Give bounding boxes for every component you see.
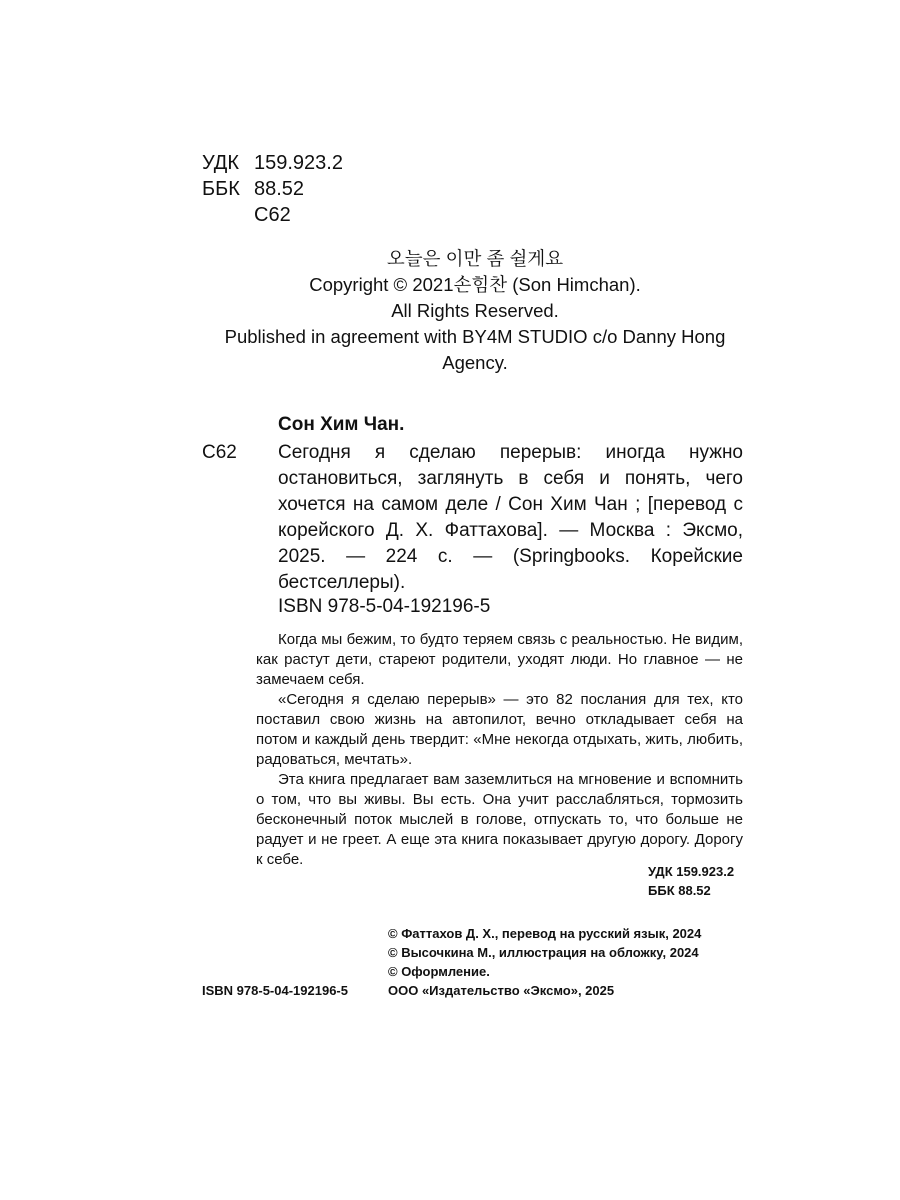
- footer-isbn: ISBN 978-5-04-192196-5: [202, 983, 348, 998]
- copyright-line: Copyright © 2021손힘찬 (Son Himchan).: [309, 274, 641, 295]
- udk-value: 159.923.2: [254, 152, 343, 174]
- original-title: 오늘은 이만 좀 쉴게요: [386, 248, 564, 269]
- annotation: [256, 630, 743, 870]
- footer-bbk: ББК 88.52: [648, 883, 711, 898]
- record-isbn: ISBN 978-5-04-192196-5: [278, 596, 491, 617]
- credits-block: [388, 924, 701, 1000]
- credit-translation: © Фаттахов Д. Х., перевод на русский язык, 2024: [388, 926, 702, 941]
- bbk-label: ББК: [202, 178, 240, 200]
- annotation-paragraph-1: Когда мы бежим, то будто теряем связь с реальностью. Не видим, как растут дети, стареют родители, уходят люди. Но главное — не замечаем себя.: [256, 631, 743, 688]
- author-mark: С62: [254, 204, 291, 226]
- bbk-row: [202, 176, 343, 202]
- agency-line: Agency.: [442, 352, 508, 373]
- rights-line: All Rights Reserved.: [391, 300, 559, 321]
- agreement-line: Published in agreement with BY4M STUDIO c/o Danny Hong: [224, 326, 726, 347]
- credit-design: © Оформление.: [388, 964, 490, 979]
- udk-row: [202, 150, 343, 176]
- annotation-paragraph-3: Эта книга предлагает вам заземлиться на мгновение и вспомнить о том, что вы живы. Вы есть. Она учит расслабляться, тормозить бесконечный поток мыслей в голове, отпускать то, что больше не радует и не греет. А еще эта книга показывает другую дорогу. Дорогу к себе.: [256, 771, 743, 868]
- record-author-mark: С62: [202, 442, 237, 463]
- author-mark-row: [202, 202, 343, 228]
- footer-codes: [648, 862, 734, 900]
- record-description: Сегодня я сделаю перерыв: иногда нужно остановиться, заглянуть в себя и понять, чего хочется на самом деле / Сон Хим Чан ; [перевод с корейского Д. Х. Фаттахова]. — Москва : Эксмо, 2025. — 224 с. — (Springbooks. Корейские бестселлеры).: [278, 442, 743, 593]
- credit-publisher: ООО «Издательство «Эксмо», 2025: [388, 983, 615, 998]
- udk-label: УДК: [202, 152, 240, 174]
- record-author: Сон Хим Чан.: [278, 414, 405, 435]
- copyright-block: [180, 246, 770, 376]
- annotation-paragraph-2: «Сегодня я сделаю перерыв» — это 82 послания для тех, кто поставил свою жизнь на автопилот, вечно откладывает себя на потом и каждый день твердит: «Мне некогда отдыхать, жить, любить, радоваться, мечтать».: [256, 691, 743, 768]
- bbk-value: 88.52: [254, 178, 305, 200]
- classification-block: [202, 150, 343, 228]
- footer-udk: УДК 159.923.2: [648, 864, 735, 879]
- credit-cover-illustration: © Высочкина М., иллюстрация на обложку, 2024: [388, 945, 699, 960]
